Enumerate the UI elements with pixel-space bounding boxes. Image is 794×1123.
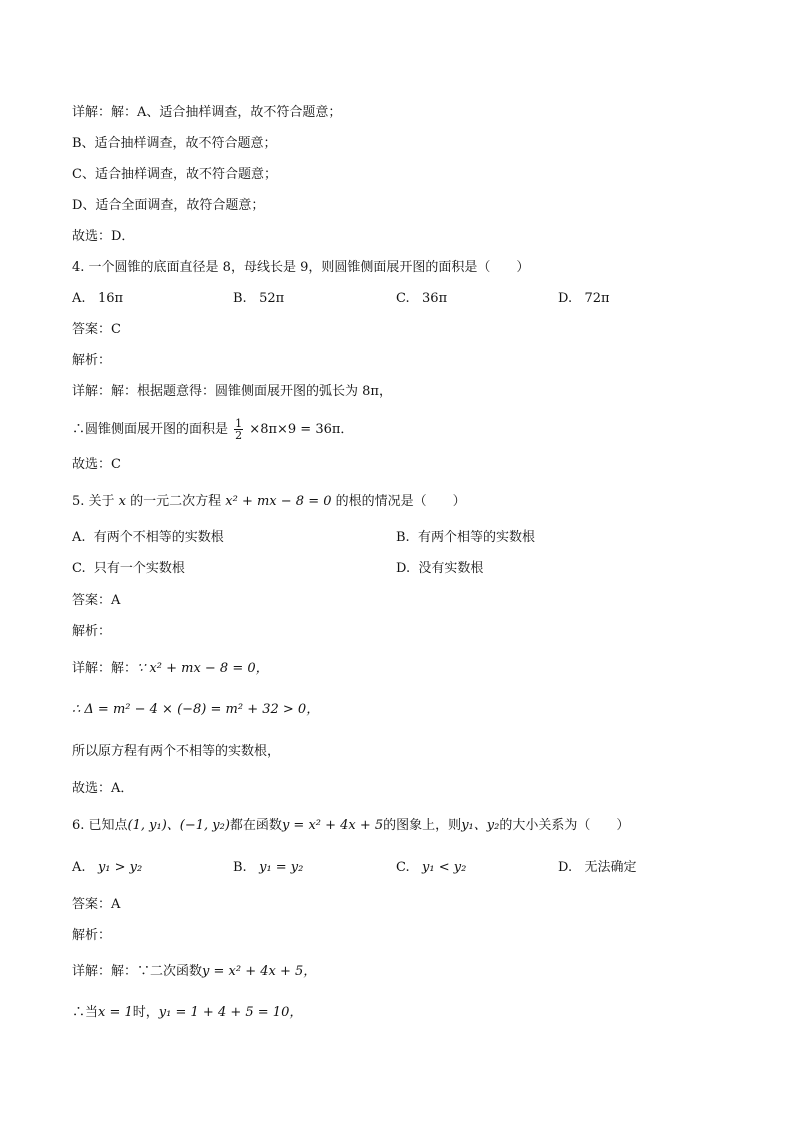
stem-suffix: 的根的情况是（ ） xyxy=(331,494,466,509)
option-value: 16π xyxy=(97,291,124,306)
q5-option-d xyxy=(396,559,483,579)
step-prefix: ∴圆锥侧面展开图的面积是 xyxy=(72,422,229,437)
step-calculation: y₁ = 1 + 4 + 5 = 10， xyxy=(158,1005,303,1020)
detail-prefix: 详解：解：∵二次函数 xyxy=(72,964,203,979)
q4-analysis: 解析： xyxy=(72,353,112,368)
option-letter: A. xyxy=(72,291,86,306)
stem-mid2: 的图象上，则 xyxy=(383,818,462,833)
q4-answer: 答案：C xyxy=(72,322,121,337)
option-letter: D. xyxy=(558,291,573,306)
option-value: 没有实数根 xyxy=(418,561,484,576)
q4-option-b xyxy=(233,289,284,309)
q3-choice: 故选：D． xyxy=(72,229,135,244)
stem-function: y = x² + 4x + 5 xyxy=(281,818,384,833)
q5-step xyxy=(72,700,319,720)
detail-function: y = x² + 4x + 5， xyxy=(202,964,317,979)
q5-choice: 故选：A． xyxy=(72,781,134,796)
q4-stem: 4. 一个圆锥的底面直径是 8，母线长是 9，则圆锥侧面展开图的面积是（ ） xyxy=(72,260,530,275)
q6-option-c xyxy=(396,858,466,878)
option-letter: D. xyxy=(558,860,573,875)
option-value: 只有一个实数根 xyxy=(93,561,185,576)
option-value: y₁ > y₂ xyxy=(97,860,143,875)
option-letter: B. xyxy=(233,860,247,875)
detail-prefix: 详解：解： xyxy=(72,661,138,676)
option-letter: A. xyxy=(72,860,86,875)
stem-suffix: 的大小关系为（ ） xyxy=(499,818,630,833)
q4-option-c xyxy=(396,289,447,309)
option-letter: B. xyxy=(233,291,247,306)
step-prefix: ∴当 xyxy=(72,1005,99,1020)
q6-option-b xyxy=(233,858,303,878)
q3-detail-d: D、适合全面调查，故符合题意； xyxy=(72,198,265,213)
q4-option-a xyxy=(72,289,123,309)
option-value: 有两个不相等的实数根 xyxy=(93,530,224,545)
fraction-numerator: 1 xyxy=(235,417,243,430)
q5-detail xyxy=(72,659,269,679)
step-expression: ×8π×9 = 36π． xyxy=(249,422,354,437)
q6-option-a xyxy=(72,858,142,878)
option-letter: B. xyxy=(396,530,410,545)
stem-equation: x² + mx − 8 = 0 xyxy=(225,494,332,509)
q6-stem xyxy=(72,816,629,836)
stem-prefix: 6. 已知点 xyxy=(72,818,128,833)
stem-prefix: 5. 关于 xyxy=(72,494,119,509)
option-letter: C. xyxy=(396,291,410,306)
q5-conclusion: 所以原方程有两个不相等的实数根， xyxy=(72,744,281,759)
stem-variables: y₁、y₂ xyxy=(461,818,500,833)
option-value: y₁ = y₂ xyxy=(259,860,304,875)
stem-mid: 的一元二次方程 xyxy=(126,494,226,509)
step-mid: 时， xyxy=(132,1005,159,1020)
q6-option-d xyxy=(558,858,637,878)
option-value: 72π xyxy=(584,291,610,306)
stem-variable: x xyxy=(118,494,127,509)
fraction xyxy=(234,418,243,441)
option-value: 52π xyxy=(259,291,285,306)
detail-equation: ∵ x² + mx − 8 = 0， xyxy=(137,661,269,676)
option-value: 36π xyxy=(422,291,448,306)
option-value: 有两个相等的实数根 xyxy=(417,530,535,545)
q5-answer: 答案：A xyxy=(72,593,121,608)
step-condition: x = 1 xyxy=(98,1005,133,1020)
option-letter: C. xyxy=(72,561,86,576)
q5-stem xyxy=(72,492,466,512)
q5-analysis: 解析： xyxy=(72,624,112,639)
q5-option-a xyxy=(72,528,224,548)
q4-choice: 故选：C xyxy=(72,457,121,472)
option-letter: A. xyxy=(72,530,86,545)
option-letter: C. xyxy=(396,860,410,875)
q5-option-c xyxy=(72,559,185,579)
option-letter: D. xyxy=(396,561,411,576)
stem-points: (1, y₁)、(−1, y₂) xyxy=(127,818,230,833)
q3-detail-a: 详解：解：A、适合抽样调查，故不符合题意； xyxy=(72,105,342,120)
q6-analysis: 解析： xyxy=(72,928,112,943)
option-value: y₁ < y₂ xyxy=(422,860,467,875)
q5-option-b xyxy=(396,528,535,548)
step-equation: ∴ Δ = m² − 4 × (−8) = m² + 32 > 0， xyxy=(72,702,320,717)
q6-detail xyxy=(72,962,316,982)
q4-step xyxy=(72,418,353,441)
q6-answer: 答案：A xyxy=(72,897,121,912)
q6-step xyxy=(72,1003,302,1023)
q4-detail: 详解：解：根据题意得：圆锥侧面展开图的弧长为 8π， xyxy=(72,384,392,399)
q3-detail-b: B、适合抽样调查，故不符合题意； xyxy=(72,136,277,151)
q4-option-d xyxy=(558,289,610,309)
stem-mid: 都在函数 xyxy=(229,818,282,833)
option-value: 无法确定 xyxy=(584,860,637,875)
fraction-denominator: 2 xyxy=(235,429,243,442)
q3-detail-c: C、适合抽样调查，故不符合题意； xyxy=(72,167,277,182)
